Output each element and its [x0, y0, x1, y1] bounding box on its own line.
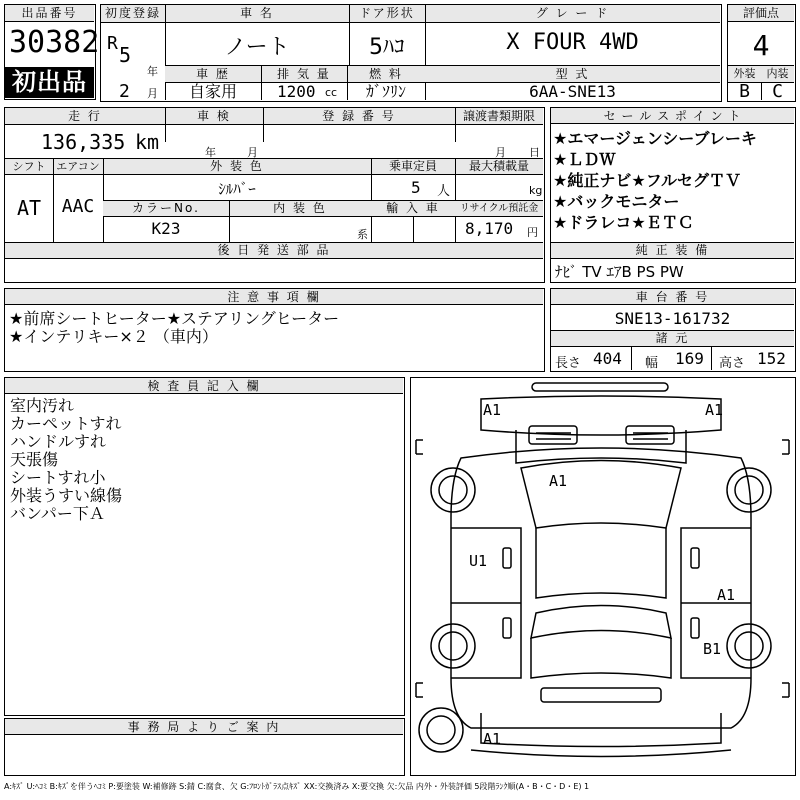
- notes-label: 注 意 事 項 欄: [5, 289, 543, 305]
- lot-number-box: [4, 4, 100, 100]
- color-no: K23: [151, 219, 181, 238]
- sales-point-item: ★ＬＤＷ: [553, 150, 616, 169]
- vehicle-header-box: [100, 4, 722, 102]
- car-diagram-box: [410, 377, 796, 776]
- recycle-unit: 円: [527, 226, 538, 239]
- length-value: 404: [593, 349, 622, 368]
- fuel-label: 燃 料: [347, 66, 425, 82]
- load-label: 最大積載量: [455, 159, 543, 174]
- year-unit: 年: [147, 65, 158, 78]
- width-label: 幅: [645, 356, 659, 371]
- height-label: 高さ: [719, 356, 746, 371]
- inspector-line: カーペットすれ: [10, 414, 122, 433]
- mileage-unit: km: [135, 130, 160, 154]
- damage-mark: A1: [483, 401, 502, 419]
- damage-mark: U1: [469, 552, 488, 570]
- transfer-label: 譲渡書類期限: [455, 108, 543, 124]
- inspector-box: [4, 377, 405, 716]
- damage-mark: A1: [483, 730, 502, 748]
- displacement-label: 排 気 量: [261, 66, 347, 82]
- car-name-label: 車 名: [165, 5, 349, 22]
- history-label: 車 歴: [165, 66, 261, 82]
- chassis-number: SNE13-161732: [614, 309, 731, 328]
- office-box: [4, 718, 405, 776]
- shift-label: シフト: [5, 159, 53, 174]
- interior-grade: C: [772, 81, 783, 102]
- note-line: ★インテリキー×２ （車内）: [9, 327, 218, 346]
- damage-mark: A1: [717, 586, 736, 604]
- inspector-line: 外装うすい線傷: [10, 486, 123, 505]
- color-no-label: カラーNo.: [103, 201, 229, 216]
- sales-points-box: [550, 107, 796, 283]
- score: 4: [752, 29, 770, 62]
- sales-point-item: ★バックモニター: [553, 192, 680, 211]
- reg-year: 5: [119, 43, 132, 67]
- chassis-box: [550, 288, 796, 372]
- note-line: ★前席シートヒーター★ステアリングヒーター: [9, 309, 340, 328]
- fuel: ｶﾞｿﾘﾝ: [365, 82, 406, 101]
- reg-no-label: 登 録 番 号: [263, 108, 455, 124]
- damage-mark: B1: [703, 640, 722, 658]
- recycle-amount: 8,170: [465, 219, 514, 238]
- damage-mark: A1: [705, 401, 724, 419]
- first-listing-badge: 初出品: [5, 67, 94, 98]
- score-box: [727, 4, 796, 102]
- inspection-year-unit: 年: [205, 146, 216, 159]
- exterior-color: ｼﾙﾊﾞｰ: [218, 180, 256, 198]
- inspection-label: 車 検: [165, 108, 263, 124]
- later-parts-label: 後 日 発 送 部 品: [5, 243, 543, 258]
- inspector-line: 室内汚れ: [10, 396, 75, 415]
- shift: AT: [16, 196, 42, 220]
- import-label: 輸 入 車: [371, 201, 455, 216]
- notes-box: [4, 288, 545, 372]
- equipment-label: 純 正 装 備: [551, 243, 794, 258]
- interior-color-label: 内 装 色: [229, 201, 371, 216]
- legend-text: A:ｷｽﾞ U:ﾍｺﾐ B:ｷｽﾞを伴うﾍｺﾐ P:要塗装 W:補修跡 S:錆 C:腐食、欠 G:ﾌﾛﾝﾄｶﾞﾗｽ点ｷｽﾞ XX:交換済み X:要交換 欠:欠品 内外・外装評価 5段階ﾗﾝｸ順(A・B・C・D・E) 1: [4, 782, 590, 791]
- inspector-line: ハンドルすれ: [10, 432, 107, 451]
- model-code-label: 型 式: [425, 66, 720, 82]
- height-value: 152: [757, 349, 786, 368]
- car-name: ノート: [224, 35, 290, 60]
- sales-points-label: セ ー ル ス ポ イ ン ト: [551, 108, 794, 124]
- mileage-label: 走 行: [5, 108, 165, 124]
- details-box: [4, 107, 545, 283]
- length-label: 長さ: [555, 356, 582, 371]
- history: 自家用: [188, 82, 237, 101]
- seats: 5: [411, 178, 421, 197]
- load-unit: kg: [529, 184, 543, 197]
- sales-point-item: ★エマージェンシーブレーキ: [553, 129, 757, 148]
- car-diagram: [411, 378, 794, 774]
- first-reg-label: 初度登録: [101, 5, 165, 22]
- transfer-day-unit: 日: [529, 146, 540, 159]
- lot-number-label: 出品番号: [5, 5, 94, 22]
- color-label: 外 装 色: [103, 159, 371, 174]
- damage-mark: A1: [549, 472, 568, 490]
- inspection-month-unit: 月: [247, 146, 258, 159]
- model-code: 6AA-SNE13: [529, 82, 616, 101]
- reg-month: 2: [119, 81, 130, 102]
- transfer-month-unit: 月: [495, 146, 506, 159]
- sales-point-item: ★純正ナビ★フルセグＴＶ: [553, 171, 742, 190]
- grade-label: グ レ ー ド: [425, 5, 720, 22]
- score-label: 評価点: [728, 5, 794, 22]
- mileage: 136,335: [41, 130, 126, 154]
- month-unit: 月: [147, 87, 158, 100]
- inspector-line: バンパー下Ａ: [10, 504, 105, 523]
- displacement-unit: cc: [325, 86, 338, 99]
- grade: X FOUR 4WD: [506, 30, 639, 55]
- lot-number: 30382: [9, 25, 100, 60]
- chassis-label: 車 台 番 号: [551, 289, 794, 305]
- ac-label: エアコン: [53, 159, 103, 174]
- door-label: ドア形状: [349, 5, 425, 22]
- inspector-line: 天張傷: [10, 450, 59, 469]
- door-type: 5ﾊｺ: [369, 35, 405, 60]
- sales-point-item: ★ドラレコ★ＥＴＣ: [553, 213, 694, 232]
- equipment-value: ﾅﾋﾞ TV ｴｱB PS PW: [555, 263, 684, 281]
- seats-unit: 人: [437, 184, 451, 199]
- exterior-grade: B: [739, 81, 750, 102]
- interior-label: 内装: [761, 66, 794, 82]
- exterior-label: 外装: [728, 66, 761, 82]
- seats-label: 乗車定員: [371, 159, 455, 174]
- recycle-label: リサイクル預託金: [455, 201, 543, 216]
- office-label: 事 務 局 よ り ご 案 内: [5, 719, 403, 735]
- interior-color-unit: 系: [357, 228, 368, 241]
- inspector-line: シートすれ小: [10, 468, 106, 487]
- ac: AAC: [61, 196, 95, 217]
- dims-label: 諸 元: [551, 331, 794, 346]
- era: R: [107, 33, 118, 54]
- displacement: 1200: [277, 82, 316, 101]
- width-value: 169: [675, 349, 704, 368]
- inspector-label: 検 査 員 記 入 欄: [5, 378, 403, 394]
